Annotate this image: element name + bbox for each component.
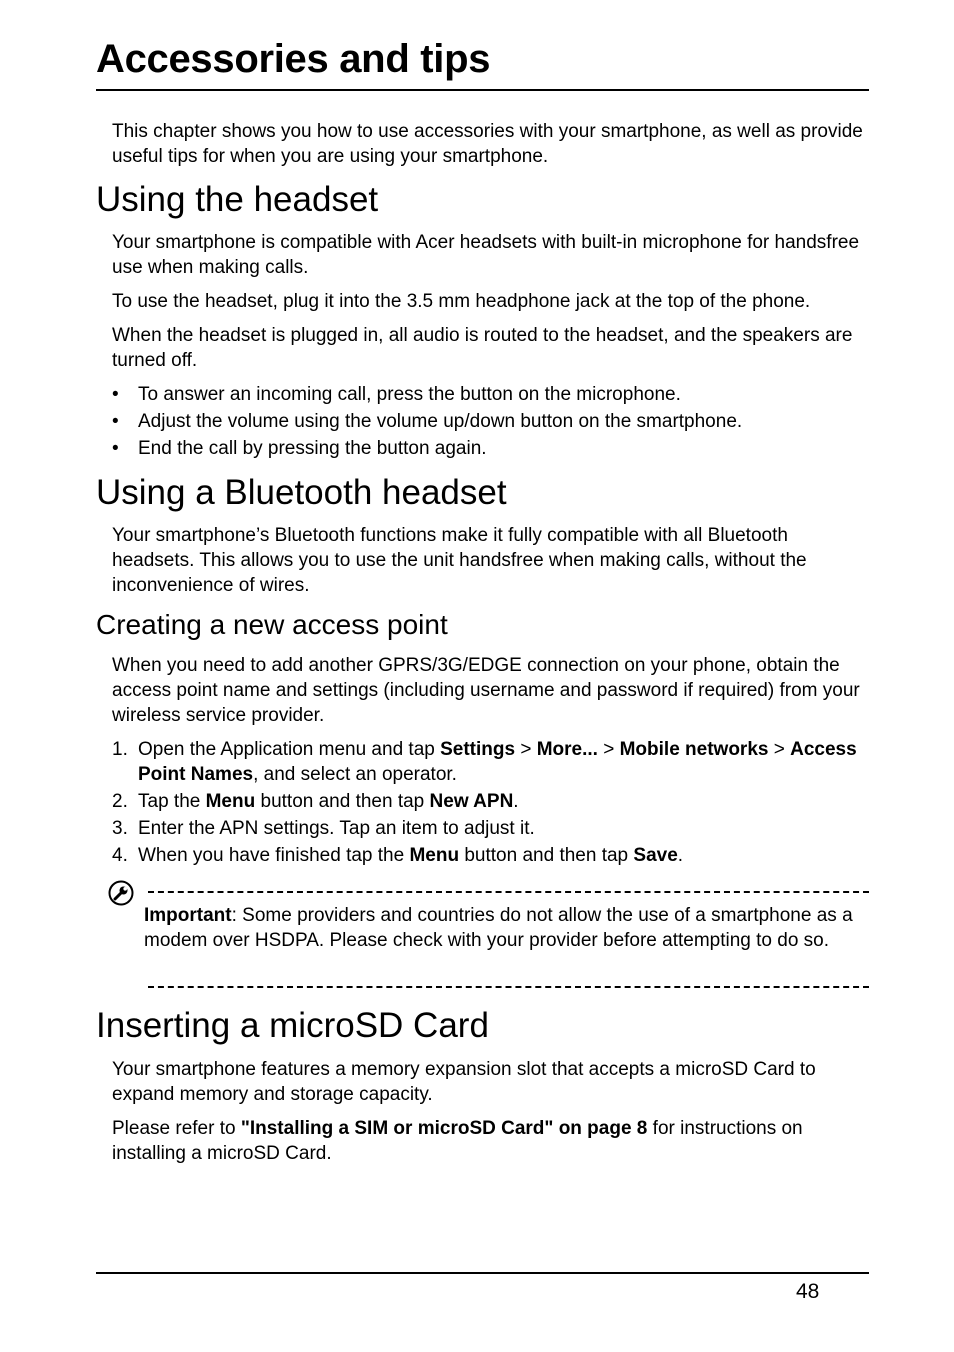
- title-rule: [96, 89, 869, 91]
- subsection-title-access-point: Creating a new access point: [96, 609, 448, 640]
- microsd-paragraph-1: Your smartphone features a memory expansion slot that accepts a microSD Card to expand memory and storage capacity.: [112, 1059, 816, 1105]
- bluetooth-paragraph: Your smartphone’s Bluetooth functions make it fully compatible with all Bluetooth headsets. This allows you to use the unit handsfree when making calls, without the inconvenience of wires.: [112, 525, 807, 596]
- step-text: Open the Application menu and tap: [138, 739, 441, 760]
- note-divider-top: [148, 891, 869, 893]
- step-item: [112, 789, 869, 814]
- step-bold: Menu: [205, 791, 256, 812]
- step-text: >: [515, 739, 537, 760]
- step-text: .: [513, 791, 519, 812]
- footer-rule: [96, 1272, 869, 1274]
- headset-paragraph-2: To use the headset, plug it into the 3.5 mm headphone jack at the top of the phone.: [112, 291, 811, 312]
- step-bold: Access Point Names: [138, 739, 857, 785]
- headset-bullet-list: [112, 382, 869, 461]
- step-text: , and select an operator.: [253, 764, 457, 785]
- wrench-icon: [108, 880, 134, 906]
- step-text: Tap the: [138, 791, 206, 812]
- note-divider-bottom: [148, 986, 869, 988]
- microsd-block: [112, 1057, 869, 1166]
- step-item: [112, 843, 869, 868]
- intro-paragraph: This chapter shows you how to use accessories with your smartphone, as well as provide useful tips for when you are using your smartphone.: [112, 121, 863, 167]
- paragraph-text: Please refer to: [112, 1118, 241, 1139]
- step-number: 1.: [112, 739, 128, 760]
- bullet-item: • End the call by pressing the button again.: [112, 436, 869, 461]
- step-text: .: [677, 845, 684, 866]
- step-bold: New APN: [429, 791, 514, 812]
- headset-paragraph-3: When the headset is plugged in, all audio is routed to the headset, and the speakers are turned off.: [112, 325, 853, 371]
- step-bold: More...: [536, 739, 598, 760]
- step-text: button and then tap: [255, 791, 430, 812]
- step-text: Enter the APN settings. Tap an item to adjust it.: [138, 818, 535, 839]
- step-number: 3.: [112, 818, 128, 839]
- step-item: [112, 737, 869, 787]
- cross-reference-link[interactable]: "Installing a SIM or microSD Card" on page 8: [240, 1118, 648, 1139]
- access-point-paragraph: When you need to add another GPRS/3G/EDGE connection on your phone, obtain the access point name and settings (including username and password if required) from your wireless service provider.: [112, 655, 860, 726]
- step-bold: Mobile networks: [619, 739, 769, 760]
- access-point-steps: [112, 737, 869, 868]
- step-bold: Menu: [409, 845, 460, 866]
- step-item: [112, 816, 869, 841]
- headset-block: [112, 230, 869, 463]
- bullet-item: • To answer an incoming call, press the button on the microphone.: [112, 382, 869, 407]
- page-number: 48: [796, 1280, 820, 1303]
- step-number: 2.: [112, 791, 128, 812]
- bluetooth-block: [112, 523, 869, 598]
- intro-block: [112, 119, 869, 169]
- headset-paragraph-1: Your smartphone is compatible with Acer headsets with built-in microphone for handsfree use when making calls.: [112, 232, 860, 278]
- step-bold: Settings: [440, 739, 516, 760]
- step-text: >: [768, 739, 791, 760]
- step-bold: Save: [633, 845, 678, 866]
- bullet-item: • Adjust the volume using the volume up/down button on the smartphone.: [112, 409, 869, 434]
- section-title-bluetooth: Using a Bluetooth headset: [96, 473, 507, 512]
- note-body: : Some providers and countries do not allow the use of a smartphone as a modem over HSDPA. Please check with your provider before attempting to do so.: [144, 905, 853, 951]
- step-text: When you have finished tap the: [138, 845, 410, 866]
- paragraph-text: for instructions on installing a microSD Card.: [112, 1118, 803, 1164]
- section-title-microsd: Inserting a microSD Card: [96, 1006, 489, 1045]
- note-label: Important: [144, 905, 232, 926]
- microsd-paragraph-2: [112, 1116, 869, 1166]
- note-text: [144, 903, 866, 953]
- chapter-title: Accessories and tips: [96, 37, 491, 81]
- access-point-block: [112, 653, 869, 870]
- step-text: button and then tap: [459, 845, 634, 866]
- step-text: >: [597, 739, 620, 760]
- step-number: 4.: [112, 845, 128, 866]
- section-title-headset: Using the headset: [96, 180, 379, 219]
